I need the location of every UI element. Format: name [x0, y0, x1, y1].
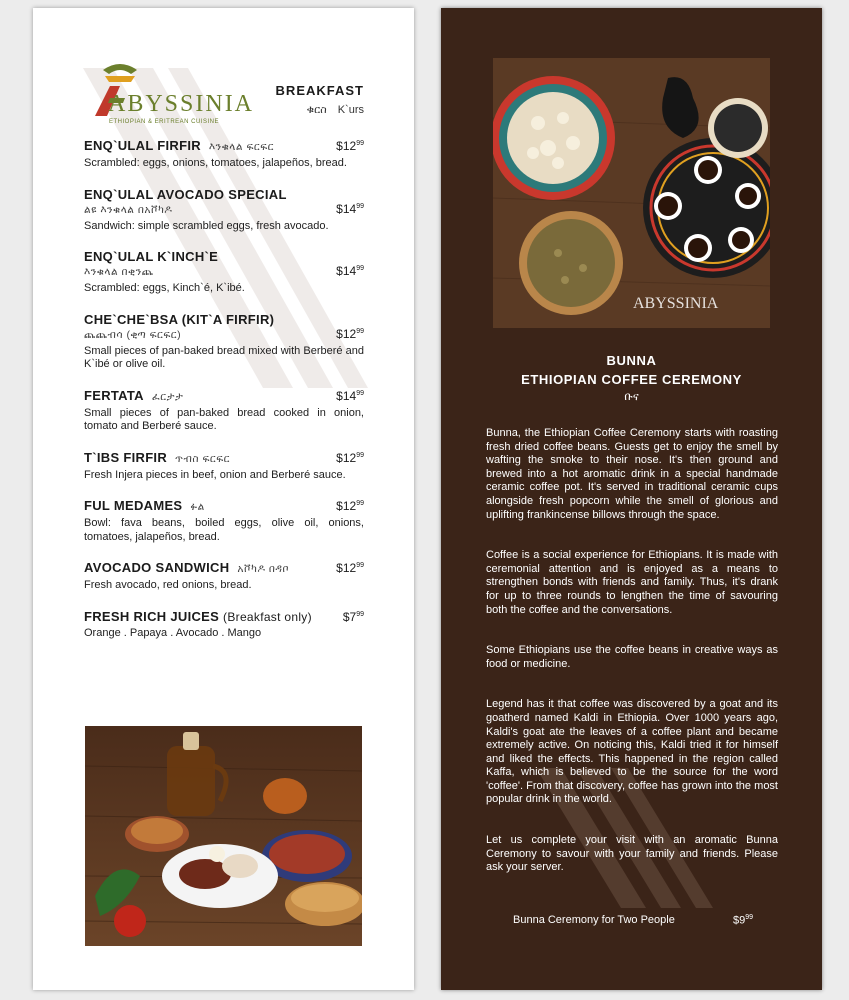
item-name: ENQ`ULAL FIRFIR እንቁላል ፍርፍር [84, 138, 274, 153]
menu-item [84, 312, 364, 372]
item-amharic: ጨጨብሳ (ቂጣ ፍርፍር) [84, 328, 182, 341]
bunna-amharic: ቡና [624, 391, 639, 403]
item-amharic: እንቁላል ፍርፍር [208, 141, 274, 153]
bunna-offer-price: $\$9^{99}$ [732, 914, 753, 927]
item-amharic: እንቁላል በቂንጨ [84, 266, 154, 278]
item-description: Orange . Papaya . Avocado . Mango [84, 626, 262, 639]
item-name: AVOCADO SANDWICH አቮካዶ በዳቦ [84, 560, 289, 575]
breakfast-photo [85, 726, 362, 946]
bunna-title-line1: BUNNA [606, 353, 657, 368]
logo-name: ABYSSINIA [108, 91, 255, 117]
menu-item [84, 138, 364, 171]
item-name: FRESH RICH JUICES (Breakfast only) [84, 608, 312, 624]
bunna-description [486, 427, 778, 902]
item-price: $\$7^{99}$ [342, 609, 364, 624]
item-description: Small pieces of pan-baked bread mixed with Berberé and K`ibé or olive oil. [84, 344, 364, 370]
breakfast-menu-page [33, 8, 414, 990]
item-price: $\$14^{99}$ [336, 201, 364, 216]
menu-item [84, 388, 364, 434]
item-amharic: ጥብስ ፍርፍር [175, 452, 230, 465]
item-name: CHE`CHE`BSA (KIT`A FIRFIR) [84, 311, 275, 327]
item-amharic: ፈርታታ [151, 390, 184, 403]
bunna-paragraph: Bunna, the Ethiopian Coffee Ceremony starts with roasting fresh dried coffee beans. Guests get to enjoy the smell by wafting the smoke to their nose. It's then ground and brewed into a hot aromatic drink in a special handmade ceramic coffee pot. It's served in traditional ceramic cups alongside fresh popcorn while the smell of glorious and uplifting frankincense billows through the space. [486, 427, 778, 521]
item-description: Scrambled: eggs, Kinch`é, K`ibé. [84, 282, 245, 294]
breakfast-heading [276, 83, 364, 117]
bunna-paragraph: Coffee is a social experience for Ethiopians. It is made with ceremonial attention and is enjoyed as a means to strengthen bonds with friends and family. Thus, it's drank for up to three rounds to lengthen the time of savouring both the coffee and the conversations. [486, 549, 778, 616]
item-name: ENQ`ULAL AVOCADO SPECIAL [84, 186, 287, 202]
bunna-title-line2: ETHIOPIAN COFFEE CEREMONY [521, 372, 742, 387]
bunna-paragraph: Legend has it that coffee was discovered by a goat and its goatherd named Kaldi in Ethiopia. Over 1000 years ago, Kaldi's goat ate the leaves of a coffee plant and became extremely active. On noticing this, Kaldi tried it for himself and liked the effects. This happened in the region called Kaffa, which is believed to be the source for the word 'coffee'. From that discovery, coffee has grown into the most popular drink in the world. [486, 698, 778, 806]
breakfast-subtitle-amharic: ቁርስ [306, 104, 327, 116]
bunna-offer-label: Bunna Ceremony for Two People [513, 914, 675, 926]
item-note: (Breakfast only) [223, 609, 312, 624]
item-description: Fresh Injera pieces in beef, onion and Berberé sauce. [84, 468, 346, 481]
logo-tagline: ETHIOPIAN & ERITREAN CUISINE [109, 119, 220, 125]
item-amharic: ፉል [190, 501, 205, 513]
item-name: ENQ`ULAL K`INCH`E [84, 249, 219, 264]
item-name: FUL MEDAMES ፉል [84, 498, 205, 513]
item-price: $\$12^{99}$ [336, 499, 364, 513]
item-price: $\$12^{99}$ [336, 561, 364, 575]
item-price: $\$14^{99}$ [336, 388, 364, 403]
breakfast-subtitle-latin: K`urs [337, 104, 364, 116]
bunna-paragraph: Let us complete your visit with an aromatic Bunna Ceremony to savour with your family and friends. Please ask your server. [486, 834, 778, 874]
item-price: $\$12^{99}$ [336, 139, 364, 153]
item-description: Small pieces of pan-baked bread cooked in onion, tomato and Berberé sauce. [84, 406, 364, 432]
item-description: Scrambled: eggs, onions, tomatoes, jalapeños, bread. [84, 157, 347, 169]
item-price: $\$12^{99}$ [336, 326, 364, 341]
item-name: T`IBS FIRFIR ጥብስ ፍርፍር [84, 449, 230, 465]
menu-item [84, 560, 364, 593]
restaurant-logo [85, 58, 255, 128]
item-price: $\$12^{99}$ [336, 450, 364, 465]
photo-logo-text: ABYSSINIA [633, 295, 719, 312]
coffee-ceremony-page [441, 8, 822, 990]
item-description: Bowl: fava beans, boiled eggs, olive oil, onions, tomatoes, jalapeños, bread. [84, 517, 364, 543]
item-price: $\$14^{99}$ [336, 264, 364, 278]
item-name: FERTATA ፈርታታ [84, 387, 184, 403]
breakfast-title: BREAKFAST [275, 83, 364, 98]
item-description: Fresh avocado, red onions, bread. [84, 579, 252, 591]
item-amharic: ልዩ እንቁላል በአቮካዶ [84, 203, 173, 216]
breakfast-subtitle [276, 104, 364, 117]
breakfast-items-list [84, 138, 364, 656]
coffee-ceremony-photo [493, 58, 770, 328]
menu-item [84, 187, 364, 234]
bunna-heading [441, 351, 822, 404]
menu-item [84, 498, 364, 544]
menu-item [84, 609, 364, 641]
item-description: Sandwich: simple scrambled eggs, fresh avocado. [84, 219, 329, 232]
menu-item [84, 249, 364, 296]
bunna-paragraph: Some Ethiopians use the coffee beans in creative ways as food or medicine. [486, 644, 778, 670]
menu-item [84, 450, 364, 483]
item-amharic: አቮካዶ በዳቦ [237, 563, 289, 575]
bunna-offer [513, 914, 753, 927]
